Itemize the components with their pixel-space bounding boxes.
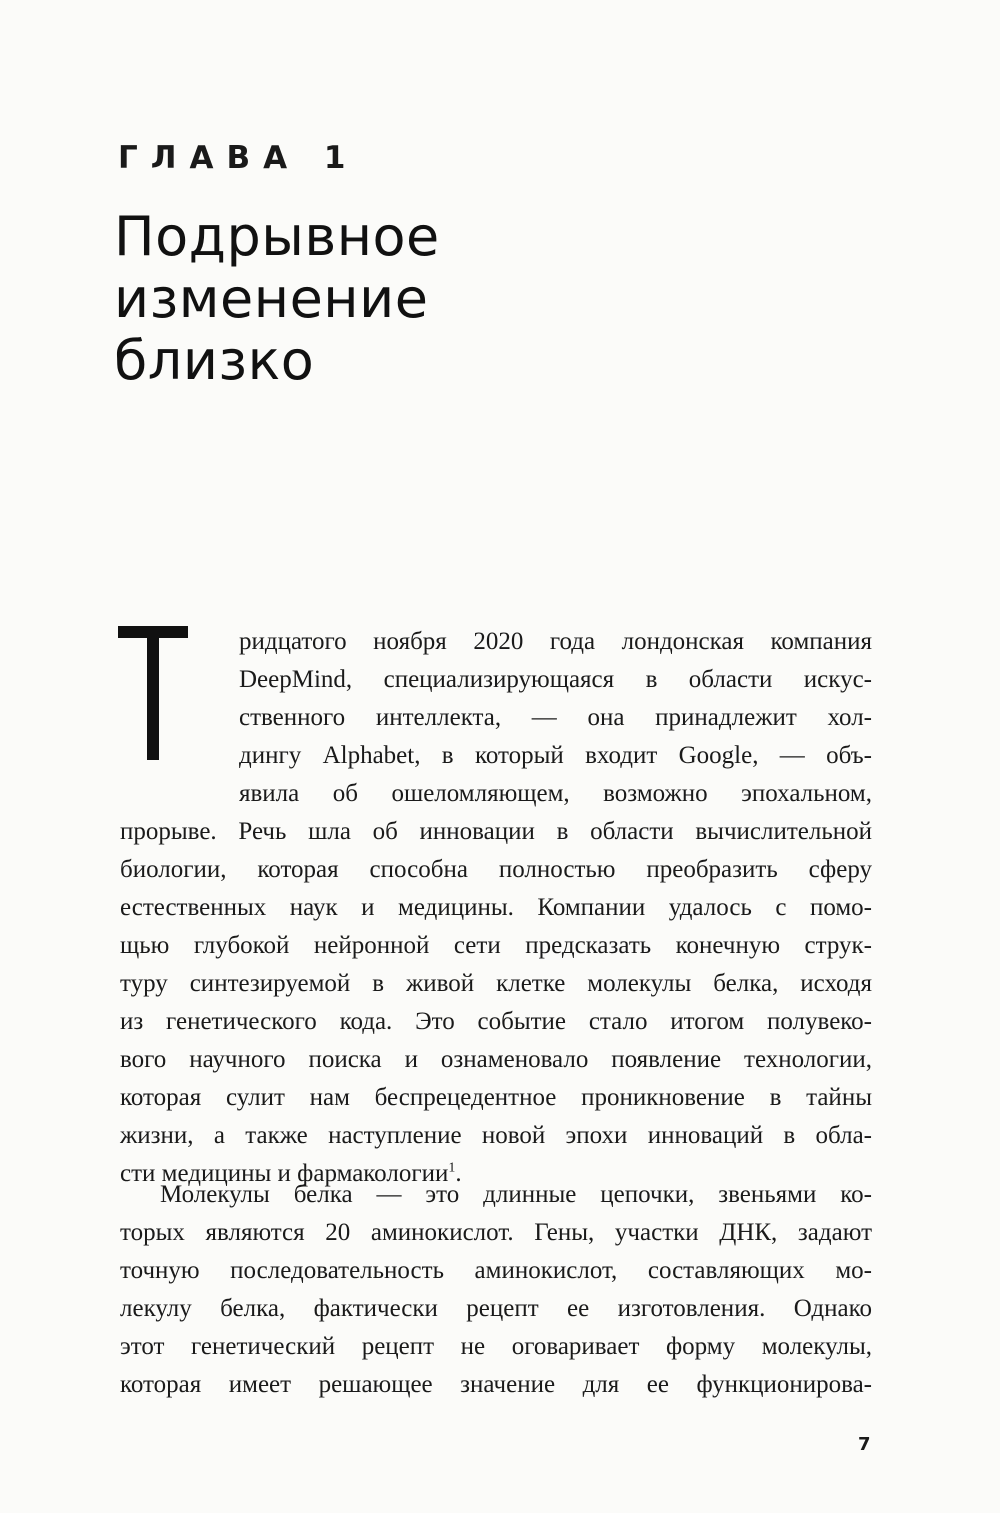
chapter-title-line: Подрывное (114, 205, 440, 268)
sentence-end: . (455, 1160, 462, 1187)
text-line: ридцатого ноября 2020 года лондонская компания (239, 628, 872, 655)
text-line: туру синтезируемой в живой клетке молекулы белка, исходя (120, 970, 872, 997)
chapter-title (114, 206, 440, 392)
text-line: дингу Alphabet, в который входит Google, — объ- (239, 742, 872, 769)
chapter-label: ГЛАВА 1 (118, 140, 359, 176)
text-line: явила об ошеломляющем, возможно эпохальном, (239, 780, 872, 807)
body-paragraph-2 (120, 1176, 872, 1404)
footnote-ref[interactable]: 1 (448, 1160, 456, 1176)
text-line: DeepMind, специализирующаяся в области искус- (239, 666, 872, 693)
text-line: лекулу белка, фактически рецепт ее изготовления. Однако (120, 1295, 872, 1322)
text-line: прорыве. Речь шла об инновации в области вычислительной (120, 818, 872, 845)
body-paragraph-1 (120, 623, 872, 1193)
text-line: торых являются 20 аминокислот. Гены, участки ДНК, задают (120, 1219, 872, 1246)
text-line-content: сти медицины и фармакологии (120, 1160, 449, 1187)
text-line: биологии, которая способна полностью преобразить сферу (120, 856, 872, 883)
text-line: из генетического кода. Это событие стало итогом полувеко- (120, 1008, 872, 1035)
text-line: жизни, а также наступление новой эпохи инноваций в обла- (120, 1122, 872, 1149)
text-line: ственного интеллекта, — она принадлежит хол- (239, 704, 872, 731)
text-line: вого научного поиска и ознаменовало появление технологии, (120, 1046, 872, 1073)
text-line: этот генетический рецепт не оговаривает форму молекулы, (120, 1333, 872, 1360)
text-line: точную последовательность аминокислот, составляющих мо- (120, 1257, 872, 1284)
text-line: которая имеет решающее значение для ее функционирова- (120, 1371, 872, 1398)
text-line: Молекулы белка — это длинные цепочки, звеньями ко- (160, 1181, 872, 1208)
chapter-title-line: изменение (114, 267, 429, 330)
text-line: естественных наук и медицины. Компании удалось с помо- (120, 894, 872, 921)
chapter-title-line: близко (114, 329, 315, 392)
text-line: щью глубокой нейронной сети предсказать конечную струк- (120, 932, 872, 959)
text-line: которая сулит нам беспрецедентное проникновение в тайны (120, 1084, 872, 1111)
page-number: 7 (858, 1434, 871, 1455)
